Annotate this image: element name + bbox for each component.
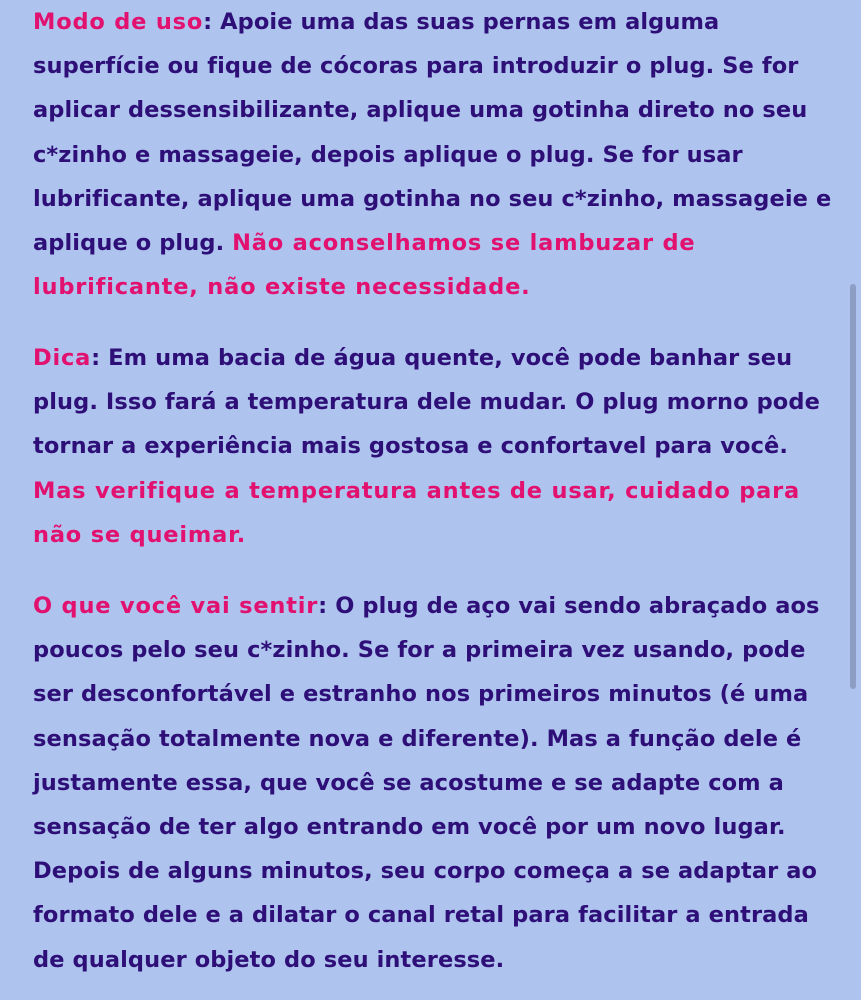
tip-label: Dica xyxy=(33,345,92,371)
tip-text: Em uma bacia de água quente, você pode banhar seu plug. Isso fará a temperatura dele mudar. O plug morno pode tornar a experiência mais gostosa e confortavel para você. xyxy=(33,345,820,460)
usage-warning: Não aconselhamos se lambuzar de lubrificante, não existe necessidade. xyxy=(33,230,696,301)
tip-warning: Mas verifique a temperatura antes de usar, cuidado para não se queimar. xyxy=(33,477,800,548)
tip-label-colon: : xyxy=(91,345,109,371)
tip-paragraph xyxy=(33,336,833,557)
feeling-label: O que você vai sentir xyxy=(33,593,319,619)
feeling-paragraph xyxy=(33,584,833,982)
usage-label: Modo de uso xyxy=(33,9,204,35)
feeling-label-colon: : xyxy=(318,593,336,619)
usage-paragraph xyxy=(33,0,833,309)
usage-label-colon: : xyxy=(203,9,221,35)
scrollbar[interactable] xyxy=(850,284,856,689)
feeling-text: O plug de aço vai sendo abraçado aos poucos pelo seu c*zinho. Se for a primeira vez usando, pode ser desconfortável e estranho nos primeiros minutos (é uma sensação totalmente nova e diferente). Mas a função dele é justamente essa, que você se acostume e se adapte com a sensação de ter algo entrando em você por um novo lugar. Depois de alguns minutos, seu corpo começa a se adaptar ao formato dele e a dilatar o canal retal para facilitar a entrada de qualquer objeto do seu interesse. xyxy=(33,593,820,973)
usage-text: Apoie uma das suas pernas em alguma superfície ou fique de cócoras para introduzir o plug. Se for aplicar dessensibilizante, aplique uma gotinha direto no seu c*zinho e massageie, depois aplique o plug. Se for usar lubrificante, aplique uma gotinha no seu c*zinho, massageie e aplique o plug. xyxy=(33,9,832,257)
